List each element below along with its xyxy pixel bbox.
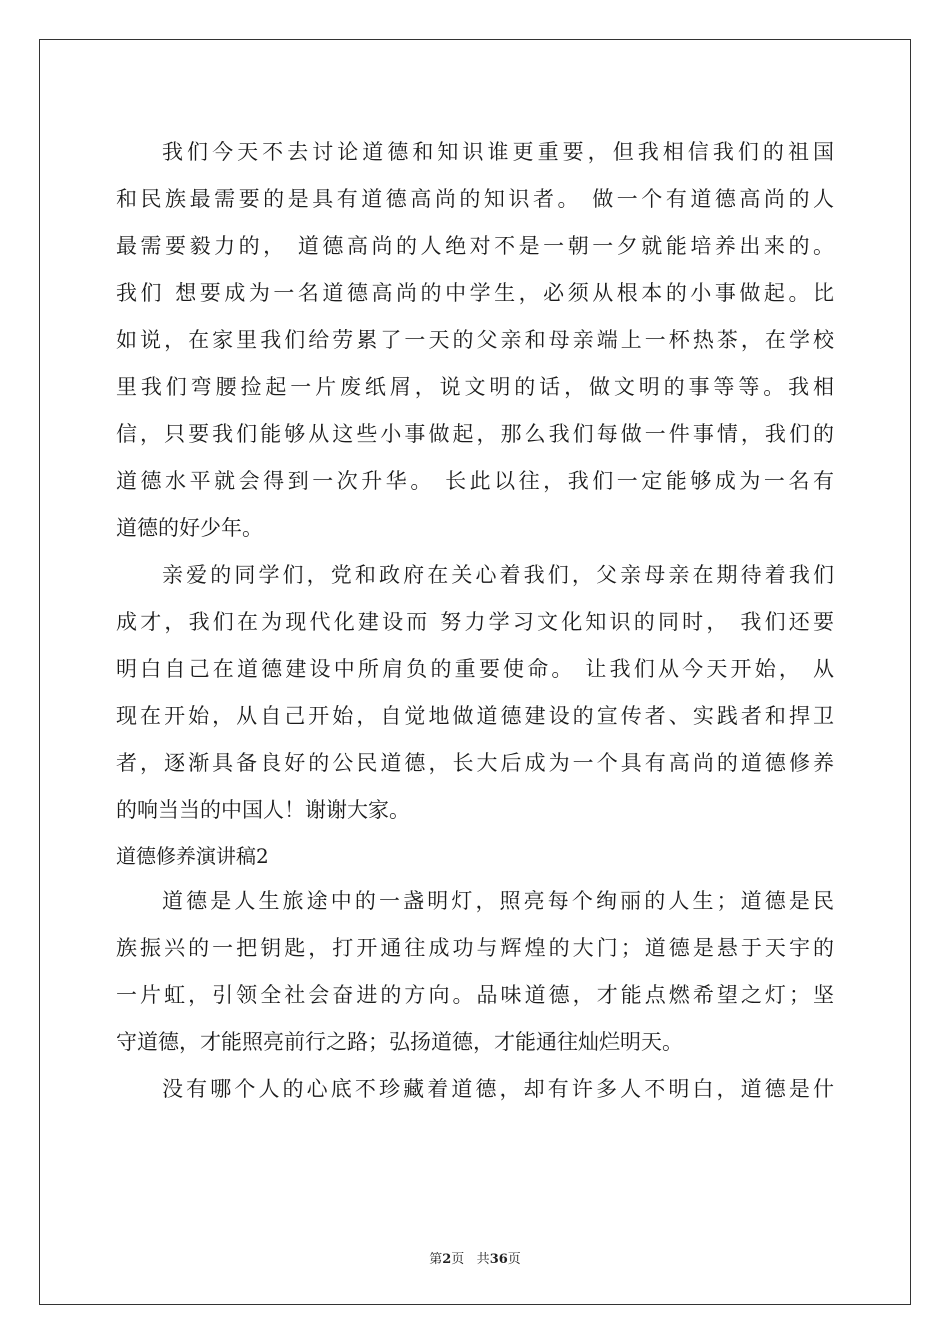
- footer-total-suffix: 页: [507, 1252, 521, 1267]
- text-line: 者，逐渐具备良好的公民道德，长大后成为一个具有高尚的道德修养: [116, 751, 834, 775]
- text-line: 信，只要我们能够从这些小事做起，那么我们每做一件事情，我们的: [116, 422, 834, 446]
- text-line: 和民族最需要的是具有道德高尚的知识者。 做一个有道德高尚的人: [116, 187, 834, 211]
- text-line: 我们 想要成为一名道德高尚的中学生，必须从根本的小事做起。比: [116, 281, 834, 305]
- text-line: 的响当当的中国人！谢谢大家。: [116, 798, 410, 822]
- text-line: 一片虹，引领全社会奋进的方向。品味道德，才能点燃希望之灯；坚: [116, 983, 834, 1007]
- text-line: 没有哪个人的心底不珍藏着道德，却有许多人不明白，道德是什: [162, 1077, 834, 1101]
- text-line: 现在开始，从自己开始，自觉地做道德建设的宣传者、实践者和捍卫: [116, 704, 834, 728]
- footer-page-suffix: 页: [451, 1252, 465, 1267]
- document-body: [116, 129, 834, 1113]
- text-line: 守道德，才能照亮前行之路；弘扬道德，才能通往灿烂明天。: [116, 1030, 683, 1054]
- footer-total-prefix: 共: [476, 1252, 490, 1267]
- text-line: 明白自己在道德建设中所肩负的重要使命。 让我们从今天开始， 从: [116, 657, 834, 681]
- text-line: 亲爱的同学们，党和政府在关心着我们，父亲母亲在期待着我们: [162, 563, 834, 587]
- text-line: 道德的好少年。: [116, 516, 263, 540]
- paragraph-4: [116, 1066, 834, 1113]
- page-number: 2: [442, 1252, 452, 1267]
- paragraph-2: [116, 552, 834, 834]
- text-line: 道德水平就会得到一次升华。 长此以往，我们一定能够成为一名有: [116, 469, 834, 493]
- section-heading: 道德修养演讲稿2: [116, 844, 269, 868]
- text-line: 道德是人生旅途中的一盏明灯，照亮每个绚丽的人生；道德是民: [162, 889, 834, 913]
- text-line: 里我们弯腰捡起一片废纸屑，说文明的话，做文明的事等等。我相: [116, 375, 834, 399]
- text-line: 族振兴的一把钥匙，打开通往成功与辉煌的大门；道德是悬于天宇的: [116, 936, 834, 960]
- text-line: 成才，我们在为现代化建设而 努力学习文化知识的同时， 我们还要: [116, 610, 834, 634]
- text-line: 我们今天不去讨论道德和知识谁更重要，但我相信我们的祖国: [162, 140, 834, 164]
- page-footer: [0, 1248, 950, 1267]
- paragraph-3: [116, 878, 834, 1066]
- text-line: 如说，在家里我们给劳累了一天的父亲和母亲端上一杯热茶，在学校: [116, 328, 834, 352]
- footer-prefix: 第: [429, 1252, 443, 1267]
- total-pages: 36: [489, 1252, 508, 1267]
- text-line: 最需要毅力的， 道德高尚的人绝对不是一朝一夕就能培养出来的。: [116, 234, 834, 258]
- paragraph-1: [116, 129, 834, 552]
